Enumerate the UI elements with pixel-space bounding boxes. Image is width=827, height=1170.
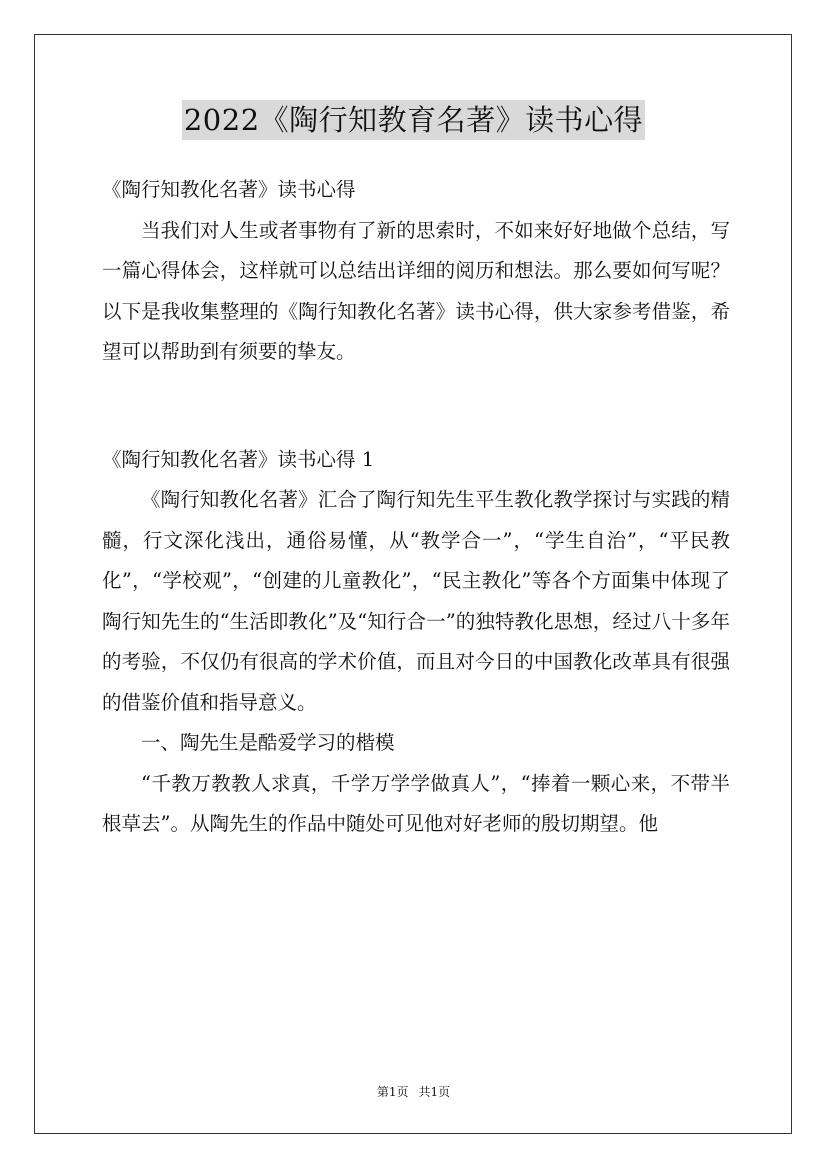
subsection-heading: 一、陶先生是酷爱学习的楷模 [141,731,395,754]
paragraph-spacer [102,373,730,440]
page-number: 第1页 [376,1085,409,1099]
body-paragraph: 《陶行知教化名著》汇合了陶行知先生平生教化教学探讨与实践的精髓，行文深化浅出，通俗易懂，从“教学合一”，“学生自治”，“平民教化”，“学校观”，“创建的儿童教化”，“民主教化”等各个方面集中体现了陶行知先生的“生活即教化”及“知行合一”的独特教化思想，经过八十多年的考验，不仅仍有很高的学术价值，而且对今日的中国教化改革具有很强的借鉴价值和指导意义。 [102,488,730,714]
title-area [0,100,827,140]
section-heading: 《陶行知教化名著》读书心得 1 [102,447,375,471]
intro-paragraph: 当我们对人生或者事物有了新的思索时，不如来好好地做个总结，写一篇心得体会，这样就可以总结出详细的阅历和想法。那么要如何写呢？以下是我收集整理的《陶行知教化名著》读书心得，供大家参考借鉴，希望可以帮助到有须要的挚友。 [102,218,730,363]
document-subtitle: 《陶行知教化名著》读书心得 [102,178,356,201]
document-title: 2022《陶行知教育名著》读书心得 [182,100,645,140]
page-footer [0,1083,827,1100]
document-body [102,170,730,845]
body-paragraph: “千教万教教人求真，千学万学学做真人”，“捧着一颗心来，不带半根草去”。从陶先生的作品中随处可见他对好老师的殷切期望。他 [102,771,730,835]
page-total: 共1页 [418,1085,451,1099]
